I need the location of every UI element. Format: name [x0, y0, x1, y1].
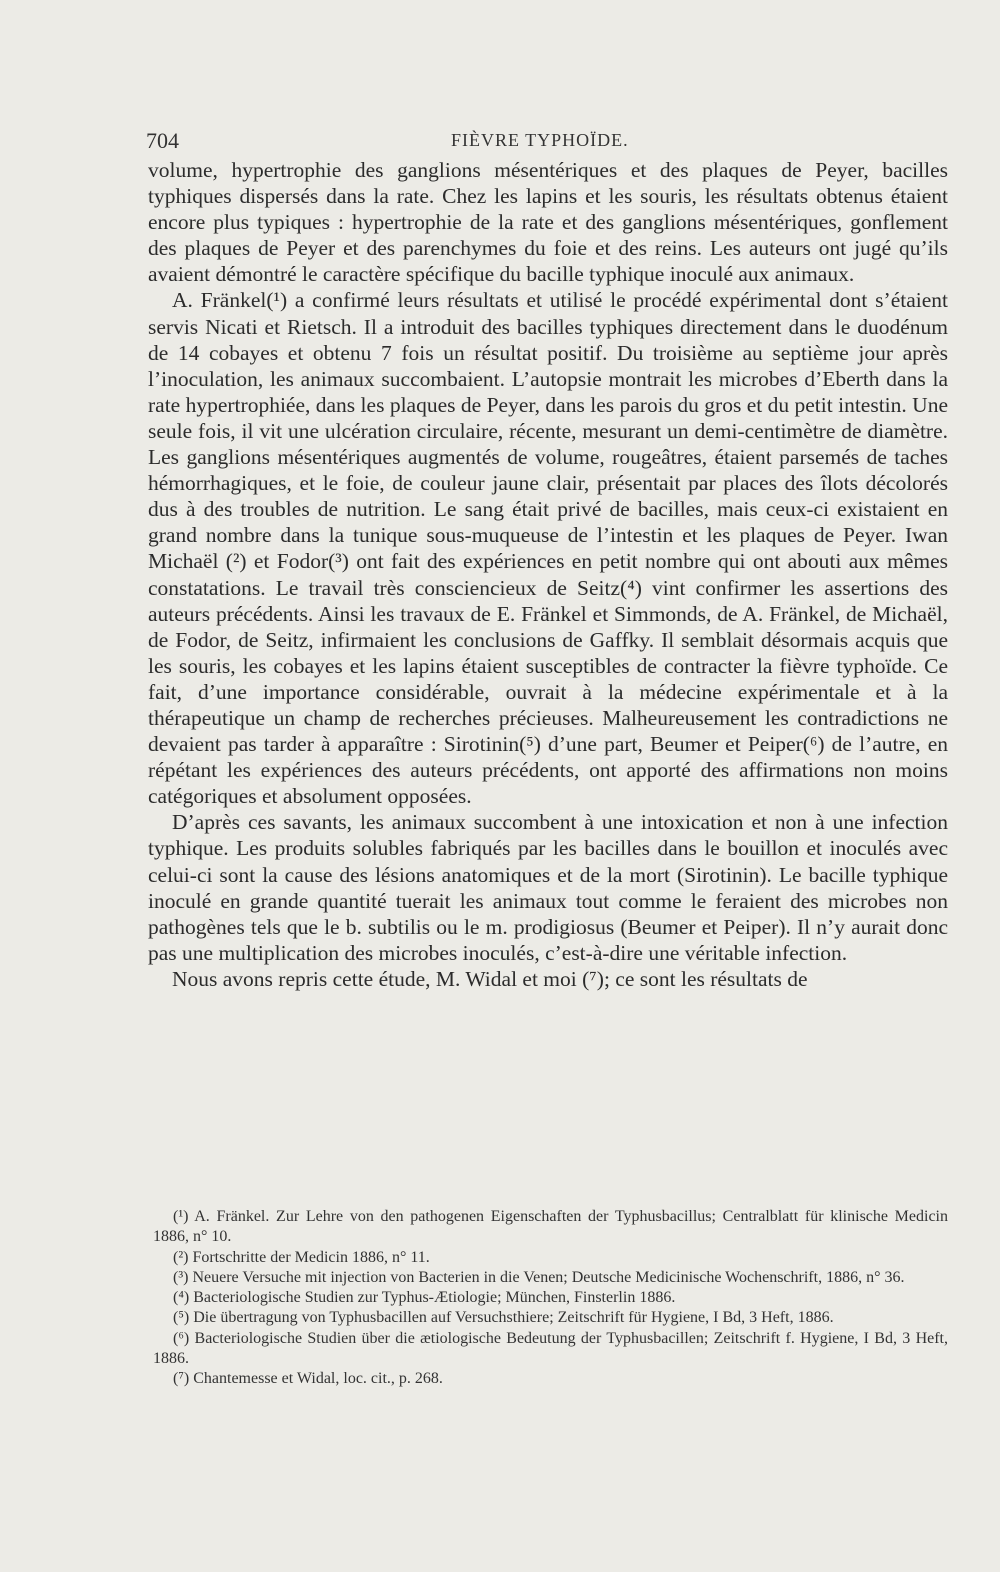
running-title: FIÈVRE TYPHOÏDE. — [451, 130, 629, 150]
footnotes — [153, 1207, 948, 1390]
footnote-6: (⁶) Bacteriologische Studien über die ætiologische Bedeutung der Typhusbacillen; Zeitschrift f. Hygiene, I Bd, 3 Heft, 1886. — [153, 1329, 948, 1368]
footnote-5: (⁵) Die übertragung von Typhusbacillen auf Versuchsthiere; Zeitschrift für Hygiene, I Bd, 3 Heft, 1886. — [173, 1309, 834, 1327]
footnote-7: (⁷) Chantemesse et Widal, loc. cit., p. 268. — [173, 1370, 443, 1388]
footnote-4: (⁴) Bacteriologische Studien zur Typhus-Ætiologie; München, Finsterlin 1886. — [173, 1289, 676, 1307]
paragraph-1: volume, hypertrophie des ganglions mésentériques et des plaques de Peyer, bacilles typhiques dispersés dans la rate. Chez les lapins et les souris, les résultats obtenus étaient encore plus typiques : hypertrophie de la rate et des ganglions mésentériques, gonflement des plaques de Peyer et des parenchymes du foie et des reins. Les auteurs ont jugé qu’ils avaient démontré le caractère spécifique du bacille typhique inoculé aux animaux. — [148, 158, 948, 287]
footnote-2: (²) Fortschritte der Medicin 1886, n° 11. — [173, 1248, 430, 1266]
paragraph-4: Nous avons repris cette étude, M. Widal et moi (⁷); ce sont les résultats de — [172, 966, 808, 991]
page-number: 704 — [146, 128, 179, 153]
page-header — [146, 120, 946, 153]
paragraph-2: A. Fränkel(¹) a confirmé leurs résultats et utilisé le procédé expérimental dont s’étaient servis Nicati et Rietsch. Il a introduit des bacilles typhiques directement dans le duodénum de 14 cobayes et obtenu 7 fois un résultat positif. Du troisième au septième jour après l’inoculation, les animaux succombaient. L’autopsie montrait les microbes d’Eberth dans la rate hypertrophiée, dans les plaques de Peyer, dans les parois du gros et du petit intestin. Une seule fois, il vit une ulcération circulaire, récente, mesurant un demi-centimètre de diamètre. Les ganglions mésentériques augmentés de volume, rougeâtres, étaient parsemés de taches hémorrhagiques, et le foie, de couleur jaune clair, présentait par places des îlots décolorés dus à des troubles de nutrition. Le sang était privé de bacilles, mais ceux-ci existaient en grand nombre dans la tunique sous-muqueuse de l’intestin et les plaques de Peyer. Iwan Michaël (²) et Fodor(³) ont fait des expériences en petit nombre qui ont abouti aux mêmes constatations. Le travail très consciencieux de Seitz(⁴) vint confirmer les assertions des auteurs précédents. Ainsi les travaux de E. Fränkel et Simmonds, de A. Fränkel, de Michaël, de Fodor, de Seitz, infirmaient les conclusions de Gaffky. Il semblait désormais acquis que les souris, les cobayes et les lapins étaient susceptibles de contracter la fièvre typhoïde. Ce fait, d’une importance considérable, ouvrait à la médecine expérimentale et à la thérapeutique un champ de recherches précieuses. Malheureusement les contradictions ne devaient pas tarder à apparaître : Sirotinin(⁵) d’une part, Beumer et Peiper(⁶) de l’autre, en répétant les expériences des auteurs précédents, ont apporté des affirmations non moins catégoriques et absolument opposées. — [148, 288, 948, 809]
footnote-3: (³) Neuere Versuche mit injection von Bacterien in die Venen; Deutsche Medicinische Wochenschrift, 1886, n° 36. — [173, 1268, 905, 1286]
paragraph-3: D’après ces savants, les animaux succombent à une intoxication et non à une infection typhique. Les produits solubles fabriqués par les bacilles dans le bouillon et inoculés avec celui-ci sont la cause des lésions anatomiques et de la mort (Sirotinin). Le bacille typhique inoculé en grande quantité tuerait les animaux tout comme le feraient des microbes non pathogènes tels que le b. subtilis ou le m. prodigiosus (Beumer et Peiper). Il n’y aurait donc pas une multiplication des microbes inoculés, c’est-à-dire une véritable infection. — [148, 810, 948, 965]
footnote-1: (¹) A. Fränkel. Zur Lehre von den pathogenen Eigenschaften der Typhusbacillus; Centralblatt für klinische Medicin 1886, n° 10. — [153, 1208, 948, 1246]
body-text — [148, 157, 948, 992]
